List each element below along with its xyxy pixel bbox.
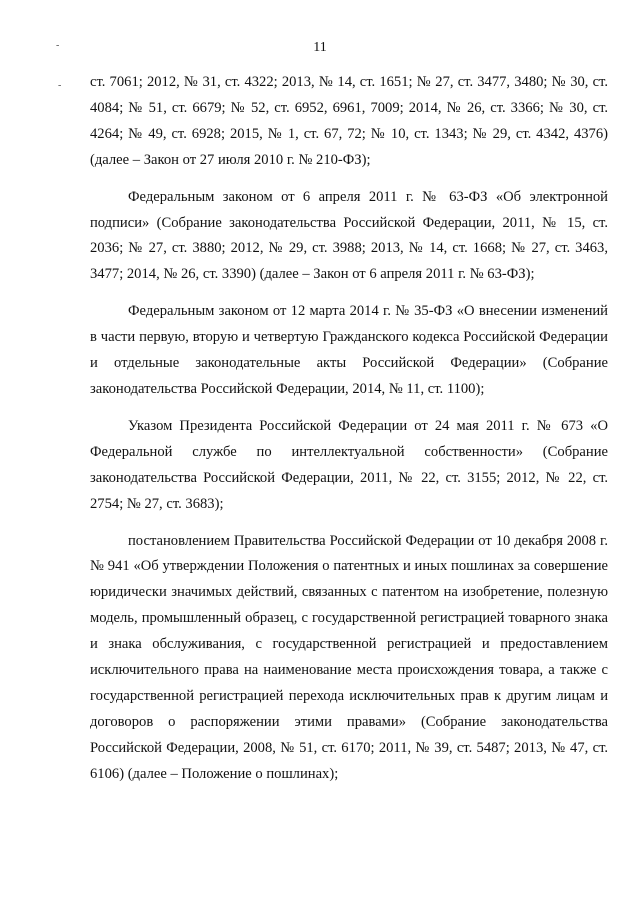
scan-mark: -: [58, 80, 62, 91]
paragraph-continuation: ст. 7061; 2012, № 31, ст. 4322; 2013, № 14, ст. 1651; № 27, ст. 3477, 3480; № 30, ст. 4084; № 51, ст. 6679; № 52, ст. 6952, 6961, 7009; 2014, № 26, ст. 3366; № 30, ст. 4264; № 49, ст. 6928; 2015, № 1, ст. 67, 72; № 10, ст. 1343; № 29, ст. 4342, 4376) (далее – Закон от 27 июля 2010 г. № 210-ФЗ);: [90, 74, 608, 168]
paragraph-decree-673: Указом Президента Российской Федерации от 24 мая 2011 г. № 673 «О Федеральной службе по интеллектуальной собственности» (Собрание законодательства Российской Федерации, 2011, № 22, ст. 3155; 2012, № 22, ст. 2754; № 27, ст. 3683);: [90, 417, 608, 512]
paragraph-resolution-941: постановлением Правительства Российской Федерации от 10 декабря 2008 г. № 941 «Об утверждении Положения о патентных и иных пошлинах за совершение юридически значимых действий, связанных с патентом на изобретение, полезную модель, промышленный образец, с государственной регистрацией товарного знака и знака обслуживания, с государственной регистрацией и предоставлением исключительного права на наименование места происхождения товара, а также с государственной регистрацией перехода исключительных прав к другим лицам и договоров о распоряжении этими правами» (Собрание законодательства Российской Федерации, 2008, № 51, ст. 6170; 2011, № 39, ст. 5487; 2013, № 47, ст. 6106) (далее – Положение о пошлинах);: [90, 532, 608, 782]
page-number: 11: [313, 40, 327, 55]
paragraph-law-63-fz: Федеральным законом от 6 апреля 2011 г. № 63-ФЗ «Об электронной подписи» (Собрание законодательства Российской Федерации, 2011, № 15, ст. 2036; № 27, ст. 3880; 2012, № 29, ст. 3988; 2013, № 14, ст. 1668; № 27, ст. 3463, 3477; 2014, № 26, ст. 3390) (далее – Закон от 6 апреля 2011 г. № 63-ФЗ);: [90, 188, 608, 283]
document-body: [90, 70, 608, 788]
scan-mark: -: [56, 40, 60, 51]
paragraph-law-35-fz: Федеральным законом от 12 марта 2014 г. № 35-ФЗ «О внесении изменений в части первую, вторую и четвертую Гражданского кодекса Российской Федерации и отдельные законодательные акты Российской Федерации» (Собрание законодательства Российской Федерации, 2014, № 11, ст. 1100);: [90, 303, 608, 397]
